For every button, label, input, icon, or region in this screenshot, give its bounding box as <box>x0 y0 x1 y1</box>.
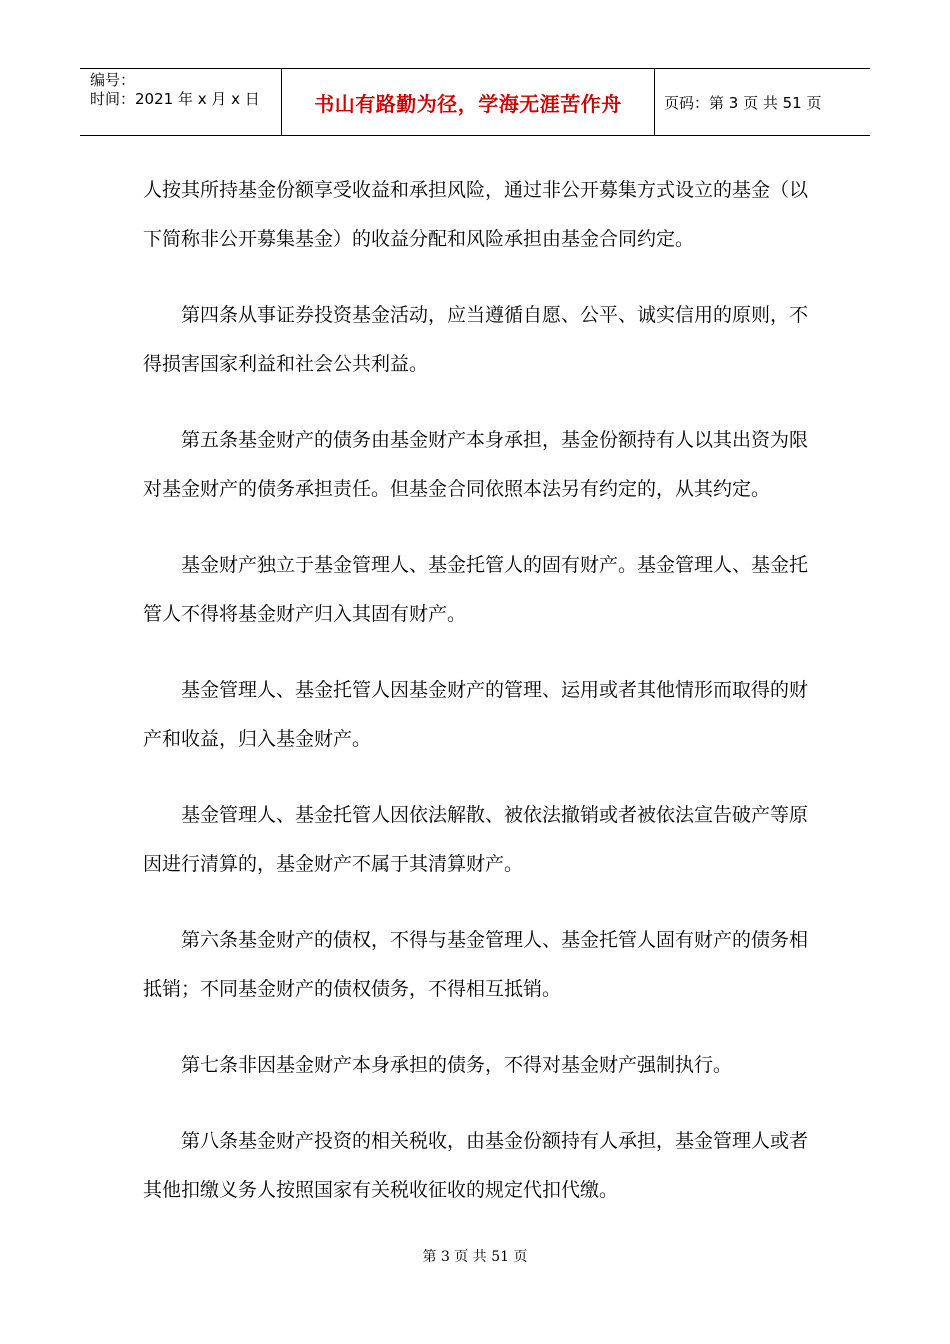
document-number-label: 编号： <box>90 71 136 89</box>
paragraph: 基金管理人、基金托管人因基金财产的管理、运用或者其他情形而取得的财产和收益，归入基金财产。 <box>143 679 809 750</box>
paragraph: 人按其所持基金份额享受收益和承担风险，通过非公开募集方式设立的基金（以下简称非公开募集基金）的收益分配和风险承担由基金合同约定。 <box>143 179 809 250</box>
header-page-info: 页码：第 3 页 共 51 页 <box>664 93 822 112</box>
paragraph: 第五条基金财产的债务由基金财产本身承担，基金份额持有人以其出资为限对基金财产的债务承担责任。但基金合同依照本法另有约定的，从其约定。 <box>143 429 809 500</box>
paragraph: 基金管理人、基金托管人因依法解散、被依法撤销或者被依法宣告破产等原因进行清算的，基金财产不属于其清算财产。 <box>143 804 809 875</box>
header-motto: 书山有路勤为径，学海无涯苦作舟 <box>314 91 622 116</box>
document-body <box>143 166 808 1242</box>
page-footer <box>0 1246 950 1266</box>
paragraph: 第八条基金财产投资的相关税收，由基金份额持有人承担，基金管理人或者其他扣缴义务人按照国家有关税收征收的规定代扣代缴。 <box>143 1130 809 1201</box>
document-date-label: 时间：2021 年 x 月 x 日 <box>90 90 260 108</box>
page-header <box>80 68 870 136</box>
header-meta <box>80 69 281 135</box>
footer-page-number: 第 3 页 共 51 页 <box>422 1249 528 1265</box>
header-motto-cell <box>281 69 655 135</box>
paragraph: 基金财产独立于基金管理人、基金托管人的固有财产。基金管理人、基金托管人不得将基金财产归入其固有财产。 <box>143 554 809 625</box>
header-page-cell <box>655 69 870 135</box>
paragraph: 第六条基金财产的债权，不得与基金管理人、基金托管人固有财产的债务相抵销；不同基金财产的债权债务，不得相互抵销。 <box>143 929 809 1000</box>
paragraph: 第四条从事证券投资基金活动，应当遵循自愿、公平、诚实信用的原则，不得损害国家利益和社会公共利益。 <box>143 304 809 375</box>
paragraph: 第七条非因基金财产本身承担的债务，不得对基金财产强制执行。 <box>181 1054 733 1076</box>
